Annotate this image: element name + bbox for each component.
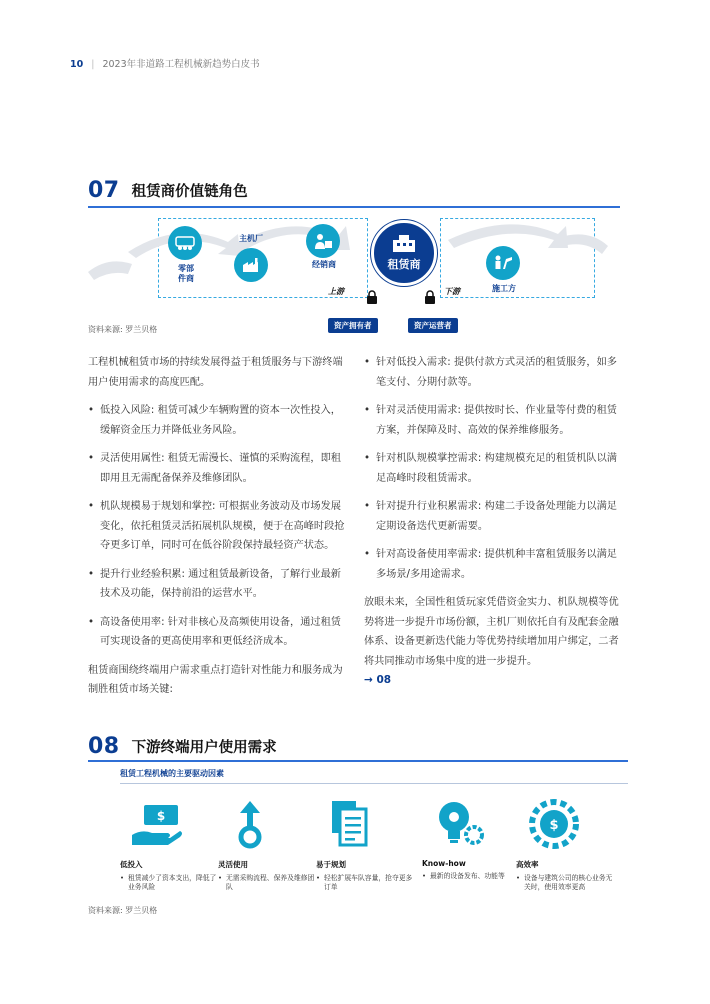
upstream-lock-icon: [366, 290, 378, 304]
contractor-node: [486, 246, 520, 280]
driver-title: Know-how: [422, 859, 466, 868]
driver-desc: • 无需采购流程、保养及维修团队: [218, 874, 315, 891]
driver-title: 低投入: [120, 860, 143, 869]
dealer-label: 经销商: [312, 260, 336, 269]
svg-text:$: $: [549, 818, 559, 833]
section-07-number: 07: [88, 178, 120, 203]
asset-owner-tag: 资产拥有者: [328, 318, 378, 333]
flexible-arrow-icon: [228, 797, 282, 851]
oem-label: 主机厂: [239, 234, 263, 243]
left-bullet: • 高设备使用率: 针对非核心及高频使用设备，通过租赁可实现设备的更高使用率和更低经济成本。: [88, 616, 341, 647]
header-separator: |: [91, 59, 95, 70]
efficiency-gear-icon: [526, 796, 582, 852]
left-intro-paragraph: 工程机械租赁市场的持续发展得益于租赁服务与下游终端用户使用需求的高度匹配。: [88, 357, 343, 388]
right-bullet: • 针对高设备使用率需求: 提供机种丰富租赁服务以满足多场景/多用途需求。: [364, 549, 617, 580]
section-08-rule: [88, 760, 628, 762]
page-header: [70, 56, 260, 70]
driver-title: 易于规划: [316, 860, 346, 869]
upstream-label: 上游: [328, 287, 344, 296]
section-08-title: 下游终端用户使用需求: [131, 740, 277, 756]
driver-high-efficiency: [516, 795, 616, 892]
right-bullet: • 针对机队规模掌控需求: 构建规模充足的租赁机队以满足高峰时段租赁需求。: [364, 453, 617, 484]
flow-arrows: [88, 212, 618, 332]
lightbulb-gear-icon: [432, 797, 488, 851]
driver-title: 高效率: [516, 860, 539, 869]
left-bullet: • 机队规模易于规划和掌控: 可根据业务波动及市场发展变化，依托租赁灵活拓展机队规模，便于在高峰时段抢夺更多订单，同时可在低谷阶段保持最轻资产状态。: [88, 501, 345, 551]
rental-building-icon: [391, 234, 417, 254]
oem-node: [234, 248, 268, 282]
right-outro-paragraph: 放眼未来，全国性租赁玩家凭借资金实力、机队规模等优势将进一步提升市场份额，主机厂则依托自有及配套金融体系、设备更新迭代能力等优势持续增加用户绑定，二者将共同推动市场集中度的进一步提升。: [364, 597, 619, 667]
drivers-subheader: 租赁工程机械的主要驱动因素: [120, 769, 224, 778]
section-08-number: 08: [88, 734, 120, 759]
section-07-heading: [88, 178, 248, 203]
parts-supplier-node: [168, 226, 202, 260]
driver-flexible-use: [218, 795, 318, 892]
section-07-rule: [88, 206, 620, 208]
construction-worker-icon: [492, 254, 514, 272]
downstream-label: 下游: [444, 287, 460, 296]
right-bullet: • 针对提升行业积累需求: 构建二手设备处理能力以满足定期设备迭代更新需要。: [364, 501, 617, 532]
driver-desc: • 轻松扩展车队容量，抢夺更多订单: [316, 874, 413, 891]
rental-company-label: 租赁商: [387, 258, 421, 271]
driver-title: 灵活使用: [218, 860, 248, 869]
driver-desc: • 最新的设备发布、功能等: [422, 872, 505, 880]
left-outro-paragraph: 租赁商围绕终端用户需求重点打造针对性能力和服务成为制胜租赁市场关键:: [88, 664, 343, 695]
right-text-column: [364, 353, 626, 691]
dealer-node: [306, 224, 340, 258]
right-bullet: • 针对灵活使用需求: 提供按时长、作业量等付费的租赁方案，并保障及时、高效的保养维修服务。: [364, 405, 617, 436]
driver-low-investment: [120, 795, 220, 892]
drivers-subheader-rule: [120, 783, 628, 784]
parts-icon: [175, 235, 195, 251]
svg-text:$: $: [156, 809, 166, 823]
right-bullet: • 针对低投入需求: 提供付款方式灵活的租赁服务，如多笔支付、分期付款等。: [364, 357, 617, 388]
section-08-source: 资料来源: 罗兰贝格: [88, 906, 158, 915]
contractor-label: 施工方: [492, 284, 516, 293]
left-bullet: • 低投入风险: 租赁可减少车辆购置的资本一次性投入，缓解资金压力并降低业务风险。: [88, 405, 341, 436]
left-bullet: • 灵活使用属性: 租赁无需漫长、谨慎的采购流程，即租即用且无需配备保养及维修团队。: [88, 453, 341, 484]
dealer-icon: [313, 232, 333, 250]
money-hand-icon: [130, 799, 184, 849]
driver-easy-planning: [316, 795, 416, 892]
documents-icon: [326, 797, 380, 851]
section-08-link[interactable]: → 08: [364, 674, 392, 686]
page-number: 10: [70, 59, 84, 70]
section-07-source: 资料来源: 罗兰贝格: [88, 325, 158, 334]
parts-supplier-label: 零部 件商: [178, 264, 194, 283]
driver-desc: • 设备与建筑公司的核心业务无关时，使用效率更高: [516, 874, 613, 891]
left-text-column: [88, 353, 350, 709]
section-07-title: 租赁商价值链角色: [131, 184, 248, 200]
factory-icon: [241, 257, 261, 273]
document-title: 2023年非道路工程机械新趋势白皮书: [102, 59, 260, 70]
value-chain-diagram: [88, 212, 618, 332]
asset-operator-tag: 资产运营者: [408, 318, 458, 333]
section-08-heading: [88, 734, 277, 759]
driver-desc: • 租赁减少了资本支出，降低了业务风险: [120, 874, 217, 891]
drivers-row: [120, 795, 628, 905]
downstream-lock-icon: [424, 290, 436, 304]
driver-know-how: [422, 795, 522, 881]
left-bullet: • 提升行业经验积累: 通过租赁最新设备，了解行业最新技术及功能，保持前沿的运营水平。: [88, 568, 341, 599]
rental-company-node: [371, 220, 437, 286]
